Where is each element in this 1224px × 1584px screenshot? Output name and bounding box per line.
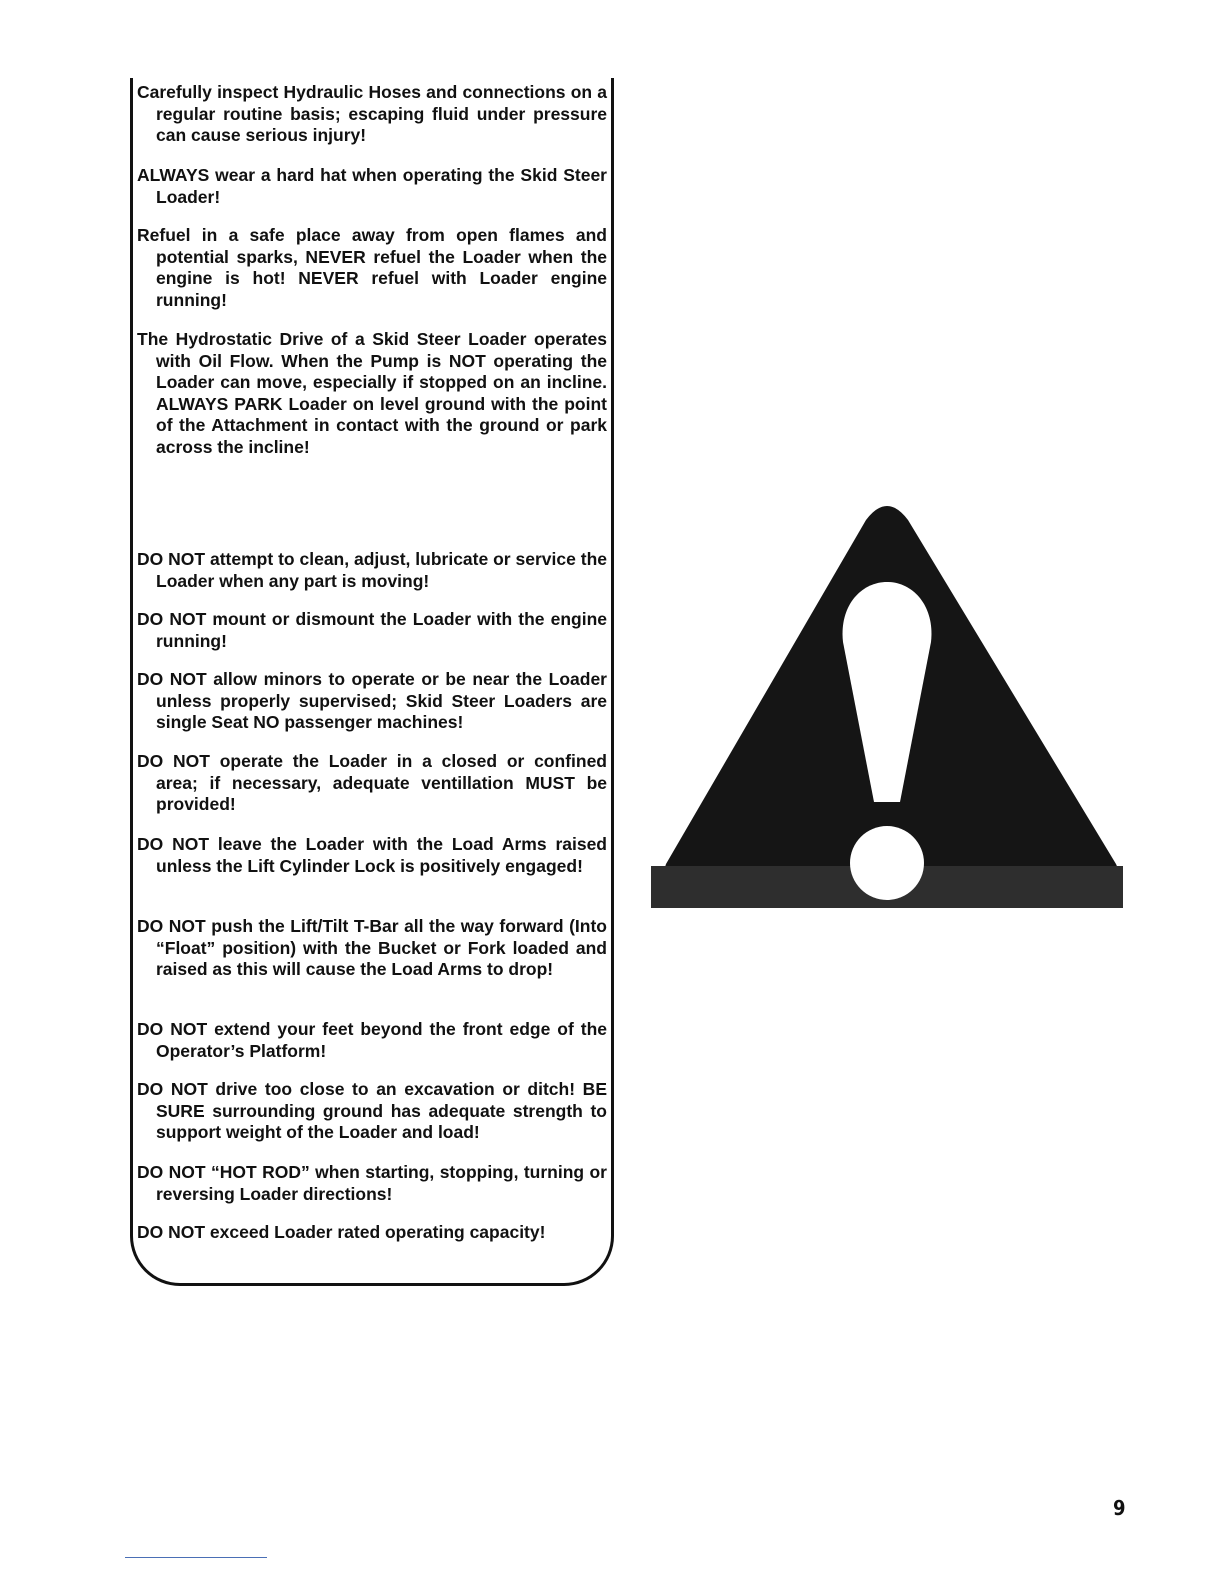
- safety-item-hydrostatic-drive: The Hydrostatic Drive of a Skid Steer Loader operates with Oil Flow. When the Pump is NOT operating the Loader can move, especially if stopped on an incline. ALWAYS PARK Loader on level ground with the point of the Attachment in contact with the ground or park across the incline!: [137, 329, 607, 457]
- footer-rule: [125, 1557, 267, 1558]
- safety-item-no-confined-area: DO NOT operate the Loader in a closed or confined area; if necessary, adequate ventillation MUST be provided!: [137, 751, 607, 814]
- safety-item-no-hot-rod: DO NOT “HOT ROD” when starting, stopping, turning or reversing Loader directions!: [137, 1162, 607, 1204]
- safety-item-no-service-moving: DO NOT attempt to clean, adjust, lubricate or service the Loader when any part is moving!: [137, 549, 607, 591]
- safety-item-no-minors: DO NOT allow minors to operate or be near the Loader unless properly supervised; Skid Steer Loaders are single Seat NO passenger machines!: [137, 669, 607, 732]
- exclamation-dot: [850, 826, 924, 900]
- safety-item-no-mount-running: DO NOT mount or dismount the Loader with the engine running!: [137, 609, 607, 651]
- safety-item-no-raised-arms: DO NOT leave the Loader with the Load Arms raised unless the Lift Cylinder Lock is positively engaged!: [137, 834, 607, 876]
- safety-item-rated-capacity: DO NOT exceed Loader rated operating capacity!: [137, 1222, 546, 1242]
- safety-item-no-feet-beyond: DO NOT extend your feet beyond the front edge of the Operator’s Platform!: [137, 1019, 607, 1061]
- page-number: 9: [1113, 1496, 1126, 1520]
- safety-item-no-float-loaded: DO NOT push the Lift/Tilt T-Bar all the way forward (Into “Float” position) with the Bucket or Fork loaded and raised as this will cause the Load Arms to drop!: [137, 916, 607, 979]
- safety-item-refuel: Refuel in a safe place away from open flames and potential sparks, NEVER refuel the Loader when the engine is hot! NEVER refuel with Loader engine running!: [137, 225, 607, 310]
- safety-item-hydraulic-hoses: Carefully inspect Hydraulic Hoses and connections on a regular routine basis; escaping fluid under pressure can cause serious injury!: [137, 82, 607, 145]
- safety-item-no-excavation: DO NOT drive too close to an excavation or ditch! BE SURE surrounding ground has adequate strength to support weight of the Loader and load!: [137, 1079, 607, 1142]
- warning-triangle-icon: [648, 500, 1126, 930]
- safety-item-hard-hat: ALWAYS wear a hard hat when operating the Skid Steer Loader!: [137, 165, 607, 207]
